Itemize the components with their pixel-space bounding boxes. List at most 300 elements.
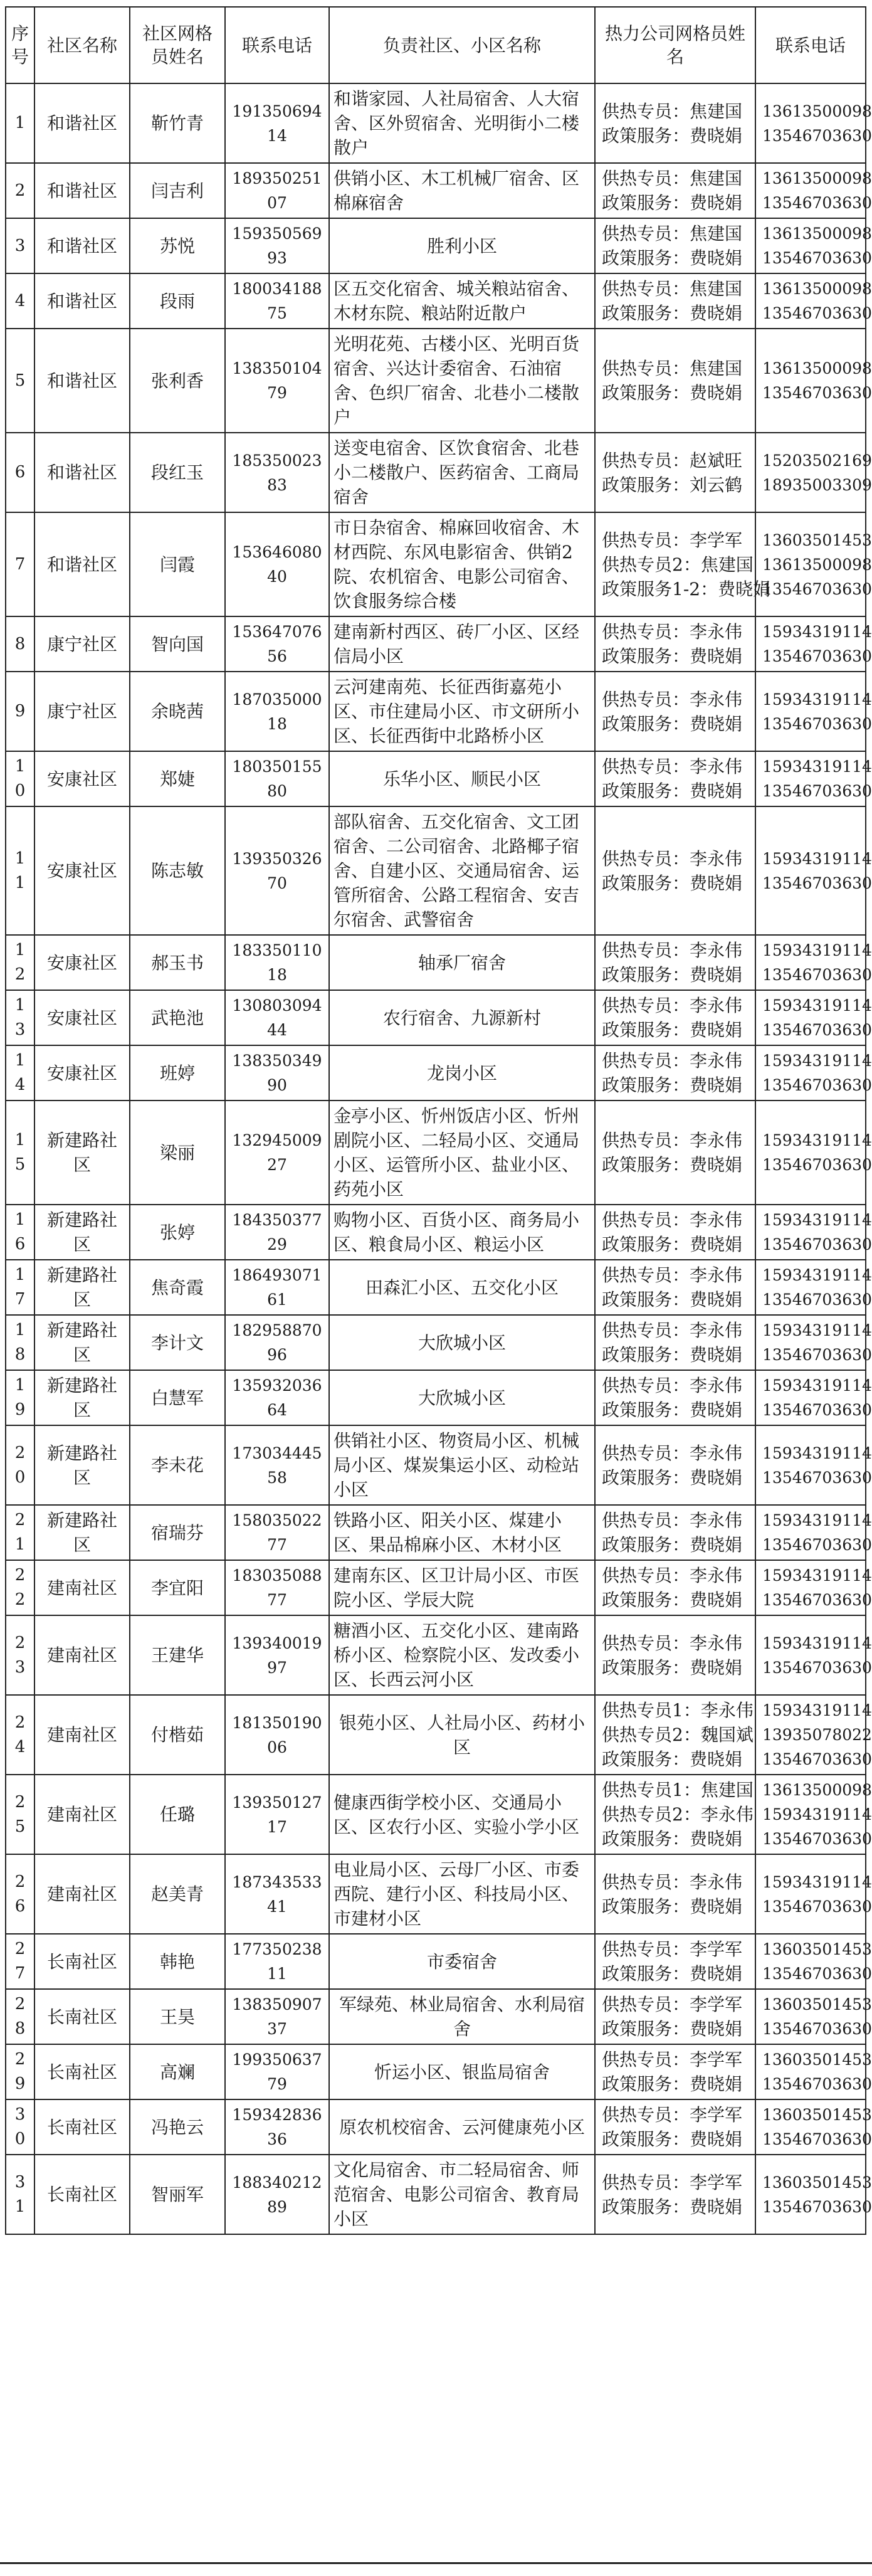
table-row (6, 935, 866, 990)
heat-phone-line: 13603501453 (762, 531, 872, 549)
row-grid-staff: 冯艳云 (130, 2099, 225, 2155)
heat-staff-line: 政策服务：费晓娟 (602, 1154, 743, 1175)
row-grid-staff: 王建华 (130, 1615, 225, 1695)
row-community: 和谐社区 (34, 163, 130, 218)
row-heat-staff (595, 433, 755, 512)
row-grid-staff: 郑婕 (130, 751, 225, 806)
row-seq: 22 (6, 1560, 34, 1615)
heat-staff-line: 政策服务：费晓娟 (602, 1075, 743, 1095)
heat-phone-line: 15934319114 (762, 1376, 872, 1395)
heat-phone-line: 15934319114 (762, 1872, 872, 1891)
row-seq: 5 (6, 329, 34, 433)
heat-staff-line: 供热专员：李永伟 (602, 995, 743, 1016)
row-phone: 18649307161 (225, 1260, 329, 1315)
row-phone: 13934001997 (225, 1615, 329, 1695)
row-heat-phone (755, 218, 872, 273)
row-grid-staff: 智丽军 (130, 2155, 225, 2234)
table-row (6, 806, 866, 935)
row-phone: 13835090737 (225, 1989, 329, 2044)
heat-staff-line: 政策服务：费晓娟 (602, 2129, 743, 2150)
row-phone: 18834021289 (225, 2155, 329, 2234)
row-phone: 15803502277 (225, 1505, 329, 1560)
row-phone: 17735023811 (225, 1934, 329, 1989)
heat-staff-line: 政策服务：费晓娟 (602, 1534, 743, 1555)
table-row (6, 2155, 866, 2234)
row-grid-staff: 付楷茹 (130, 1695, 225, 1775)
heat-phone-line: 13546703630 (762, 384, 872, 402)
heat-staff-line: 供热专员：焦建国 (602, 100, 743, 122)
row-heat-staff (595, 616, 755, 672)
row-grid-staff: 智向国 (130, 616, 225, 672)
row-heat-phone (755, 1775, 872, 1854)
table-row (6, 1370, 866, 1425)
heat-staff-line: 供热专员：李永伟 (602, 621, 743, 642)
row-seq: 16 (6, 1205, 34, 1260)
row-heat-phone (755, 1315, 872, 1370)
row-heat-staff (595, 1260, 755, 1315)
row-seq: 10 (6, 751, 34, 806)
row-heat-phone (755, 751, 872, 806)
row-grid-staff: 张婷 (130, 1205, 225, 1260)
heat-phone-line: 13935078022 (762, 1726, 872, 1744)
heat-staff-line: 政策服务：费晓娟 (602, 2074, 743, 2094)
row-area: 和谐家园、人社局宿舍、人大宿舍、区外贸宿舍、光明街小二楼散户 (329, 83, 595, 163)
row-community: 建南社区 (34, 1560, 130, 1615)
heat-phone-line: 13546703630 (762, 1468, 872, 1487)
row-area: 轴承厂宿舍 (329, 935, 595, 990)
heat-phone-line: 13546703630 (762, 1536, 872, 1554)
row-heat-phone (755, 806, 872, 935)
row-community: 安康社区 (34, 751, 130, 806)
heat-phone-line: 13613500098 (762, 280, 872, 298)
heat-phone-line: 13546703630 (762, 304, 872, 322)
row-seq: 29 (6, 2044, 34, 2099)
heat-phone-line: 13546703630 (762, 1830, 872, 1848)
row-phone: 13294500927 (225, 1101, 329, 1205)
table-header-row (6, 7, 866, 83)
heat-staff-line: 供热专员1：李永伟 (602, 1700, 754, 1721)
table-row (6, 1205, 866, 1260)
row-area: 云河建南苑、长征西街嘉苑小区、市住建局小区、市文研所小区、长征西街中北路桥小区 (329, 672, 595, 751)
table-row (6, 751, 866, 806)
row-phone: 13835010479 (225, 329, 329, 433)
row-community: 和谐社区 (34, 273, 130, 329)
header-community: 社区名称 (34, 7, 130, 83)
row-heat-staff (595, 2044, 755, 2099)
heat-staff-line: 政策服务：费晓娟 (602, 193, 743, 213)
row-seq: 17 (6, 1260, 34, 1315)
row-heat-phone (755, 1695, 872, 1775)
heat-phone-line: 13603501453 (762, 1995, 872, 2014)
row-seq: 2 (6, 163, 34, 218)
table-body (6, 83, 872, 2234)
row-phone: 18935025107 (225, 163, 329, 218)
heat-phone-line: 13546703630 (762, 647, 872, 665)
heat-staff-line: 供热专员：李学军 (602, 1939, 743, 1960)
row-seq: 18 (6, 1315, 34, 1370)
table-row (6, 672, 866, 751)
heat-staff-line: 供热专员：焦建国 (602, 278, 743, 299)
row-area: 电业局小区、云母厂小区、市委西院、建行小区、科技局小区、市建材小区 (329, 1854, 595, 1934)
heat-phone-line: 13546703630 (762, 579, 872, 598)
row-community: 和谐社区 (34, 83, 130, 163)
heat-phone-line: 13546703630 (762, 1897, 872, 1916)
row-phone: 18035015580 (225, 751, 329, 806)
row-community: 和谐社区 (34, 512, 130, 616)
row-heat-phone (755, 616, 872, 672)
row-grid-staff: 陈志敏 (130, 806, 225, 935)
heat-phone-line: 15934319114 (762, 1566, 872, 1585)
row-phone: 13935032670 (225, 806, 329, 935)
table-row (6, 433, 866, 512)
row-area: 金亭小区、忻州饭店小区、忻州剧院小区、二轻局小区、交通局小区、运管所小区、盐业小区、药苑小区 (329, 1101, 595, 1205)
row-grid-staff: 张利香 (130, 329, 225, 433)
heat-staff-line: 供热专员1：焦建国 (602, 1780, 754, 1800)
table-row (6, 1854, 866, 1934)
row-heat-phone (755, 672, 872, 751)
row-heat-staff (595, 512, 771, 616)
heat-staff-line: 政策服务：费晓娟 (602, 1020, 743, 1040)
row-seq: 27 (6, 1934, 34, 1989)
row-heat-staff (595, 1615, 755, 1695)
row-heat-phone (755, 935, 872, 990)
row-phone: 19935063779 (225, 2044, 329, 2099)
row-community: 新建路社区 (34, 1505, 130, 1560)
row-area: 区五交化宿舍、城关粮站宿舍、木材东院、粮站附近散户 (329, 273, 595, 329)
row-area: 胜利小区 (329, 218, 595, 273)
row-grid-staff: 闫吉利 (130, 163, 225, 218)
heat-staff-line: 供热专员：李永伟 (602, 1130, 743, 1151)
heat-phone-line: 13613500098 (762, 1781, 872, 1799)
heat-phone-line: 13613500098 (762, 224, 872, 243)
row-heat-phone (755, 990, 872, 1045)
row-grid-staff: 高斓 (130, 2044, 225, 2099)
row-community: 长南社区 (34, 1989, 130, 2044)
heat-staff-line: 供热专员：李永伟 (602, 1442, 743, 1464)
row-area: 军绿苑、林业局宿舍、水利局宿舍 (329, 1989, 595, 2044)
row-grid-staff: 苏悦 (130, 218, 225, 273)
row-area: 原农机校宿舍、云河健康苑小区 (329, 2099, 595, 2155)
heat-phone-line: 15934319114 (762, 690, 872, 709)
heat-staff-line: 供热专员：焦建国 (602, 168, 743, 189)
row-seq: 21 (6, 1505, 34, 1560)
row-community: 安康社区 (34, 806, 130, 935)
table-row (6, 1695, 866, 1775)
heat-phone-line: 13613500098 (762, 102, 872, 120)
row-phone: 13835034990 (225, 1045, 329, 1101)
row-heat-staff (595, 2099, 755, 2155)
row-heat-staff (595, 1695, 755, 1775)
row-heat-staff (595, 1370, 755, 1425)
heat-phone-line: 15934319114 (762, 1511, 872, 1529)
heat-staff-line: 政策服务：刘云鹤 (602, 474, 743, 495)
table-row (6, 1615, 866, 1695)
row-heat-phone (755, 1425, 872, 1505)
heat-staff-line: 供热专员2：魏国斌 (602, 1724, 754, 1745)
row-seq: 23 (6, 1615, 34, 1695)
table-row (6, 512, 866, 616)
row-heat-phone (755, 512, 872, 616)
row-area: 银苑小区、人社局小区、药材小区 (329, 1695, 595, 1775)
row-seq: 13 (6, 990, 34, 1045)
heat-staff-line: 供热专员：李永伟 (602, 1871, 743, 1892)
row-phone: 18003418875 (225, 273, 329, 329)
heat-staff-line: 供热专员：李永伟 (602, 1210, 743, 1230)
heat-phone-line: 13546703630 (762, 1291, 872, 1309)
heat-staff-line: 政策服务：费晓娟 (602, 1400, 743, 1420)
row-heat-staff (595, 163, 755, 218)
row-heat-staff (595, 1505, 755, 1560)
heat-phone-line: 15934319114 (762, 1634, 872, 1652)
row-community: 建南社区 (34, 1695, 130, 1775)
heat-phone-line: 13613500098 (762, 169, 872, 187)
row-area: 供销社小区、物资局小区、机械局小区、煤炭集运小区、动检站小区 (329, 1425, 595, 1505)
row-heat-phone (755, 433, 872, 512)
row-phone: 18135019006 (225, 1695, 329, 1775)
heat-phone-line: 15934319114 (762, 1052, 872, 1070)
row-community: 建南社区 (34, 1615, 130, 1695)
heat-phone-line: 15203502169 (762, 451, 872, 470)
table-row (6, 2044, 866, 2099)
heat-staff-line: 政策服务：费晓娟 (602, 1590, 743, 1610)
row-heat-phone (755, 1045, 872, 1101)
row-grid-staff: 梁丽 (130, 1101, 225, 1205)
row-seq: 8 (6, 616, 34, 672)
heat-staff-line: 政策服务：费晓娟 (602, 646, 743, 667)
row-area: 光明花苑、古楼小区、光明百货宿舍、兴达计委宿舍、石油宿舍、色织厂宿舍、北巷小二楼散户 (329, 329, 595, 433)
row-grid-staff: 闫霞 (130, 512, 225, 616)
row-seq: 3 (6, 218, 34, 273)
table-row (6, 273, 866, 329)
heat-staff-line: 供热专员：焦建国 (602, 223, 743, 244)
header-heat-phone: 联系电话 (755, 7, 866, 83)
row-grid-staff: 段红玉 (130, 433, 225, 512)
row-phone: 15364707656 (225, 616, 329, 672)
row-seq: 30 (6, 2099, 34, 2155)
row-phone: 17303444558 (225, 1425, 329, 1505)
row-community: 康宁社区 (34, 672, 130, 751)
table-row (6, 1315, 866, 1370)
row-heat-staff (595, 329, 755, 433)
row-community: 长南社区 (34, 2099, 130, 2155)
row-community: 和谐社区 (34, 218, 130, 273)
row-community: 长南社区 (34, 1934, 130, 1989)
heat-staff-line: 供热专员：李永伟 (602, 689, 743, 710)
row-area: 健康西街学校小区、交通局小区、区农行小区、实验小学小区 (329, 1775, 595, 1854)
heat-staff-line: 政策服务：费晓娟 (602, 713, 743, 734)
row-heat-phone (755, 1101, 872, 1205)
row-phone: 18335011018 (225, 935, 329, 990)
row-area: 龙岗小区 (329, 1045, 595, 1101)
heat-staff-line: 供热专员：焦建国 (602, 358, 743, 379)
row-heat-phone (755, 329, 872, 433)
row-heat-staff (595, 990, 755, 1045)
row-area: 建南新村西区、砖厂小区、区经信局小区 (329, 616, 595, 672)
heat-phone-line: 15934319114 (762, 1701, 872, 1719)
heat-phone-line: 15934319114 (762, 1321, 872, 1339)
row-grid-staff: 李未花 (130, 1425, 225, 1505)
heat-staff-line: 供热专员2：焦建国 (602, 554, 754, 575)
row-community: 建南社区 (34, 1775, 130, 1854)
row-area: 市委宿舍 (329, 1934, 595, 1989)
header-area: 负责社区、小区名称 (329, 7, 595, 83)
heat-staff-line: 供热专员：李永伟 (602, 1565, 743, 1586)
row-heat-staff (595, 1775, 755, 1854)
row-phone: 18703500018 (225, 672, 329, 751)
header-seq: 序号 (6, 7, 34, 83)
row-seq: 6 (6, 433, 34, 512)
row-seq: 28 (6, 1989, 34, 2044)
heat-staff-line: 供热专员：李永伟 (602, 1050, 743, 1071)
row-phone: 15364608040 (225, 512, 329, 616)
row-area: 乐华小区、顺民小区 (329, 751, 595, 806)
heat-phone-line: 15934319114 (762, 1805, 872, 1824)
heat-staff-line: 供热专员：李永伟 (602, 1265, 743, 1285)
row-community: 长南社区 (34, 2044, 130, 2099)
table-row (6, 1560, 866, 1615)
row-phone: 18303508877 (225, 1560, 329, 1615)
heat-phone-line: 13546703630 (762, 966, 872, 984)
row-community: 建南社区 (34, 1854, 130, 1934)
table-row (6, 1045, 866, 1101)
row-grid-staff: 余晓茜 (130, 672, 225, 751)
row-area: 田森汇小区、五交化小区 (329, 1260, 595, 1315)
heat-staff-line: 政策服务：费晓娟 (602, 1657, 743, 1678)
heat-phone-line: 15934319114 (762, 849, 872, 868)
row-heat-phone (755, 1615, 872, 1695)
row-seq: 26 (6, 1854, 34, 1934)
row-heat-staff (595, 218, 755, 273)
row-seq: 4 (6, 273, 34, 329)
heat-staff-line: 政策服务：费晓娟 (602, 1234, 743, 1255)
heat-phone-line: 13613500098 (762, 555, 872, 574)
heat-staff-line: 供热专员：李永伟 (602, 1320, 743, 1341)
row-phone: 18535002383 (225, 433, 329, 512)
row-grid-staff: 段雨 (130, 273, 225, 329)
heat-phone-line: 15934319114 (762, 1131, 872, 1149)
row-heat-staff (595, 1205, 755, 1260)
row-phone: 18435037729 (225, 1205, 329, 1260)
heat-phone-line: 13546703630 (762, 874, 872, 892)
heat-staff-line: 政策服务：费晓娟 (602, 2196, 743, 2217)
heat-phone-line: 13603501453 (762, 2051, 872, 2069)
table-row (6, 1101, 866, 1205)
row-community: 长南社区 (34, 2155, 130, 2234)
heat-phone-line: 13546703630 (762, 2020, 872, 2038)
heat-phone-line: 13546703630 (762, 194, 872, 212)
row-community: 新建路社区 (34, 1370, 130, 1425)
heat-staff-line: 供热专员：赵斌旺 (602, 450, 743, 471)
heat-phone-line: 13546703630 (762, 1965, 872, 1983)
heat-staff-line: 供热专员：李学军 (602, 2172, 743, 2193)
heat-staff-line: 政策服务：费晓娟 (602, 1963, 743, 1984)
row-grid-staff: 王昊 (130, 1989, 225, 2044)
row-area: 购物小区、百货小区、商务局小区、粮食局小区、粮运小区 (329, 1205, 595, 1260)
row-heat-staff (595, 1560, 755, 1615)
heat-phone-line: 13546703630 (762, 2075, 872, 2093)
table-row (6, 990, 866, 1045)
row-seq: 14 (6, 1045, 34, 1101)
row-seq: 19 (6, 1370, 34, 1425)
row-grid-staff: 武艳池 (130, 990, 225, 1045)
row-grid-staff: 赵美青 (130, 1854, 225, 1934)
row-seq: 11 (6, 806, 34, 935)
row-seq: 9 (6, 672, 34, 751)
heat-phone-line: 13546703630 (762, 1235, 872, 1254)
row-community: 和谐社区 (34, 329, 130, 433)
row-area: 文化局宿舍、市二轻局宿舍、师范宿舍、电影公司宿舍、教育局小区 (329, 2155, 595, 2234)
row-seq: 12 (6, 935, 34, 990)
heat-phone-line: 13546703630 (762, 782, 872, 800)
heat-staff-line: 政策服务：费晓娟 (602, 1344, 743, 1365)
table-row (6, 1989, 866, 2044)
table-row (6, 329, 866, 433)
row-phone: 13935012717 (225, 1775, 329, 1854)
row-grid-staff: 靳竹青 (130, 83, 225, 163)
row-heat-staff (595, 1425, 755, 1505)
row-heat-staff (595, 672, 755, 751)
heat-phone-line: 13603501453 (762, 2173, 872, 2192)
heat-phone-line: 13613500098 (762, 359, 872, 377)
heat-staff-line: 政策服务：费晓娟 (602, 1749, 743, 1770)
row-heat-staff (595, 1315, 755, 1370)
row-heat-phone (755, 1989, 872, 2044)
row-heat-phone (755, 1370, 872, 1425)
row-phone: 13080309444 (225, 990, 329, 1045)
heat-phone-line: 13546703630 (762, 1076, 872, 1094)
heat-staff-line: 政策服务：费晓娟 (602, 1467, 743, 1488)
row-seq: 24 (6, 1695, 34, 1775)
row-area: 大欣城小区 (329, 1315, 595, 1370)
row-heat-phone (755, 1560, 872, 1615)
row-area: 供销小区、木工机械厂宿舍、区棉麻宿舍 (329, 163, 595, 218)
row-community: 新建路社区 (34, 1260, 130, 1315)
row-seq: 31 (6, 2155, 34, 2234)
row-grid-staff: 白慧军 (130, 1370, 225, 1425)
row-grid-staff: 李宜阳 (130, 1560, 225, 1615)
row-community: 安康社区 (34, 935, 130, 990)
heat-staff-line: 供热专员：李永伟 (602, 848, 743, 869)
row-area: 建南东区、区卫计局小区、市医院小区、学辰大院 (329, 1560, 595, 1615)
row-community: 新建路社区 (34, 1425, 130, 1505)
row-area: 送变电宿舍、区饮食宿舍、北巷小二楼散户、医药宿舍、工商局宿舍 (329, 433, 595, 512)
header-grid-staff: 社区网格员姓名 (130, 7, 225, 83)
table-row (6, 616, 866, 672)
row-heat-phone (755, 1505, 872, 1560)
row-heat-phone (755, 2044, 872, 2099)
heat-phone-line: 13546703630 (762, 1750, 872, 1768)
heat-phone-line: 13546703630 (762, 1346, 872, 1364)
table-row (6, 1505, 866, 1560)
row-heat-phone (755, 1934, 872, 1989)
bottom-rule (0, 2562, 872, 2564)
row-phone: 15934283636 (225, 2099, 329, 2155)
row-area: 农行宿舍、九源新村 (329, 990, 595, 1045)
row-heat-staff (595, 2155, 755, 2234)
heat-staff-line: 政策服务：费晓娟 (602, 2019, 743, 2039)
row-heat-staff (595, 1101, 755, 1205)
row-seq: 7 (6, 512, 34, 616)
row-community: 康宁社区 (34, 616, 130, 672)
row-grid-staff: 李计文 (130, 1315, 225, 1370)
row-heat-staff (595, 1045, 755, 1101)
heat-staff-line: 政策服务：费晓娟 (602, 1896, 743, 1917)
heat-staff-line: 政策服务：费晓娟 (602, 1829, 743, 1849)
heat-staff-line: 政策服务：费晓娟 (602, 303, 743, 324)
heat-staff-line: 政策服务：费晓娟 (602, 872, 743, 894)
row-grid-staff: 宿瑞芬 (130, 1505, 225, 1560)
heat-staff-line: 供热专员：李永伟 (602, 1510, 743, 1531)
